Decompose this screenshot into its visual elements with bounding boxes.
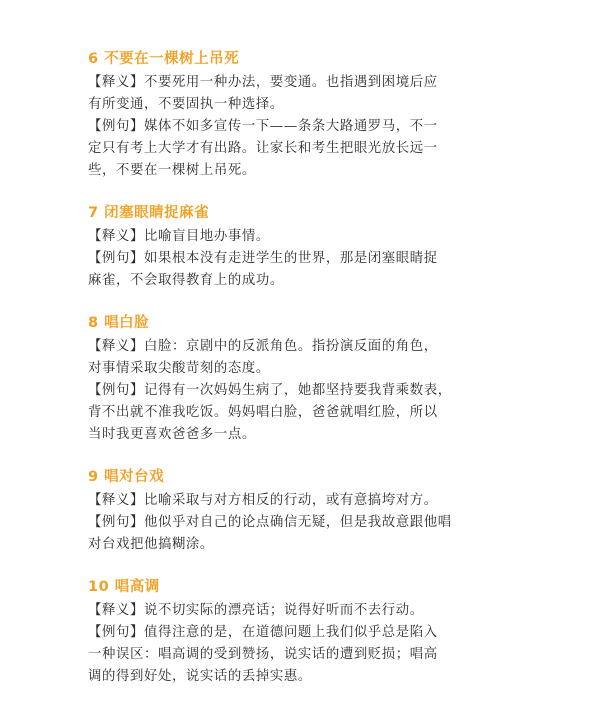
idiom-title: 6 不要在一棵树上吊死 [88,51,240,67]
idiom-entry [88,48,518,182]
idiom-text-line: 对台戏把他搞糊涂。 [88,537,214,552]
idiom-text-line: 【例句】他似乎对自己的论点确信无疑，但是我故意跟他唱 [88,515,452,530]
idiom-text-line: 背不出就不准我吃饭。妈妈唱白脸，爸爸就唱红脸，所以 [88,405,438,420]
idiom-text-line: 一种误区：唱高调的受到赞扬，说实话的遭到贬损；唱高 [88,647,438,662]
idiom-text-line: 【释义】说不切实际的漂亮话；说得好听而不去行动。 [88,603,424,618]
idiom-title: 7 闭塞眼睛捉麻雀 [88,205,210,221]
idiom-text-line: 【例句】值得注意的是，在道德问题上我们似乎总是陷入 [88,625,438,640]
idiom-entry [88,312,518,446]
idiom-title: 8 唱白脸 [88,315,150,331]
idiom-list [88,48,518,708]
idiom-title: 9 唱对台戏 [88,469,165,485]
idiom-text-line: 些，不要在一棵树上吊死。 [88,163,256,178]
idiom-text-line: 对事情采取尖酸苛刻的态度。 [88,361,270,376]
idiom-text-line: 调的得到好处，说实话的丢掉实惠。 [88,669,312,684]
idiom-entry [88,202,518,292]
idiom-text-line: 有所变通，不要固执一种选择。 [88,97,284,112]
idiom-text-line: 【例句】媒体不如多宣传一下——条条大路通罗马，不一 [88,119,438,134]
idiom-entry [88,576,518,688]
idiom-text-line: 【释义】比喻采取与对方相反的行动，或有意搞垮对方。 [88,493,438,508]
idiom-title: 10 唱高调 [88,579,160,595]
idiom-text-line: 【释义】不要死用一种办法，要变通。也指遇到困境后应 [88,75,438,90]
idiom-entry [88,466,518,556]
idiom-text-line: 麻雀，不会取得教育上的成功。 [88,273,284,288]
idiom-text-line: 【例句】如果根本没有走进学生的世界，那是闭塞眼睛捉 [88,251,438,266]
idiom-text-line: 定只有考上大学才有出路。让家长和考生把眼光放长远一 [88,141,438,156]
idiom-text-line: 【释义】比喻盲目地办事情。 [88,229,270,244]
idiom-text-line: 【例句】记得有一次妈妈生病了，她都坚持要我背乘数表， [88,383,452,398]
idiom-text-line: 【释义】白脸：京剧中的反派角色。指扮演反面的角色， [88,339,438,354]
idiom-text-line: 当时我更喜欢爸爸多一点。 [88,427,256,442]
